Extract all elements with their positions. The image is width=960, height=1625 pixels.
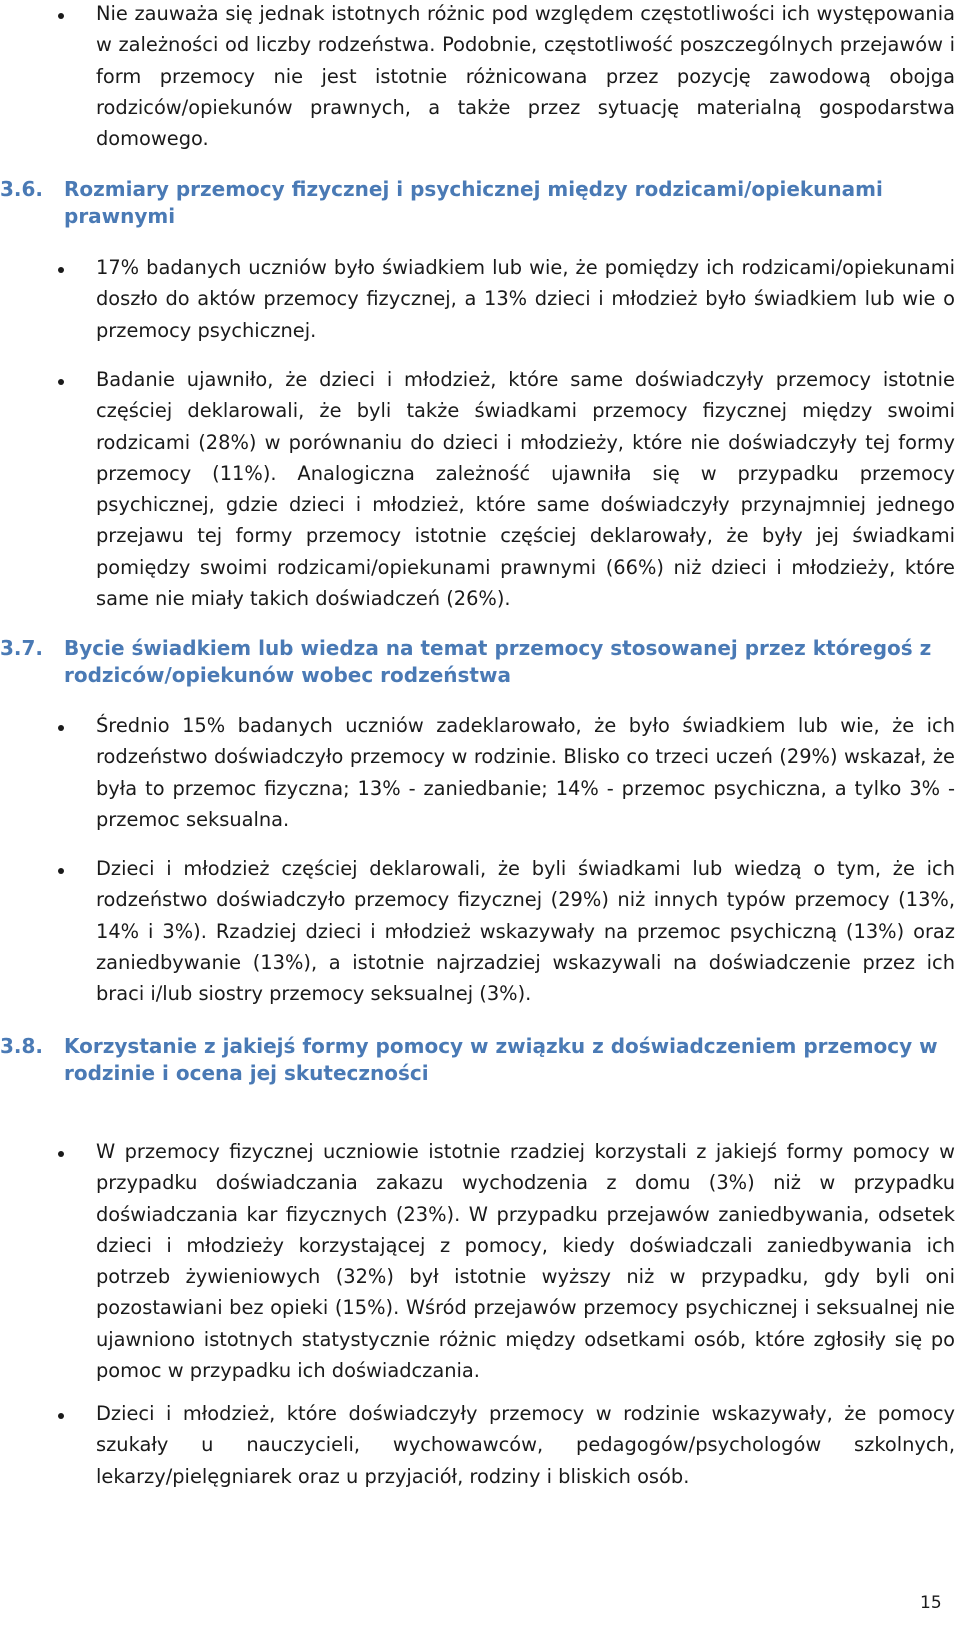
bullet-icon [58, 1413, 64, 1419]
paragraph: W przemocy fizycznej uczniowie istotnie rzadziej korzystali z jakiejś formy pomocy w przypadku doświadczania zakazu wychodzenia z domu (3%) niż w przypadku doświadczania kar fizycznych (23%). W przypadku przejawów zaniedbywania, odsetek dzieci i młodzieży korzystającej z pomocy, kiedy doświadczali zaniedbywania ich potrzeb żywieniowych (32%) był istotnie wyższy niż w przypadku, gdy byli oni pozostawiani bez opieki (15%). Wśród przejawów przemocy psychicznej i seksualnej nie ujawniono istotnych statystycznie różnic między odsetkami osób, które zgłosiły się po pomoc w przypadku ich doświadczania. [96, 1140, 955, 1383]
paragraph: Średnio 15% badanych uczniów zadeklarowało, że było świadkiem lub wie, że ich rodzeństwo doświadczyło przemocy w rodzinie. Blisko co trzeci uczeń (29%) wskazał, że była to przemoc fizyczna; 13% - zaniedbanie; 14% - przemoc psychiczna, a tylko 3% - przemoc seksualna. [96, 714, 955, 831]
bullet-icon [58, 868, 64, 874]
section-title: Korzystanie z jakiejś formy pomocy w związku z doświadczeniem przemocy w rodzinie i ocena jej skuteczności [64, 1034, 938, 1085]
paragraph: Badanie ujawniło, że dzieci i młodzież, które same doświadczyły przemocy istotnie częściej deklarowali, że byli także świadkami przemocy fizycznej między swoimi rodzicami (28%) w porównaniu do dzieci i młodzieży, które nie doświadczyły tej formy przemocy (11%). Analogiczna zależność ujawniła się w przypadku przemocy psychicznej, gdzie dzieci i młodzież, które same doświadczyły przynajmniej jednego przejawu tej formy przemocy istotnie częściej deklarowały, że były jej świadkami pomiędzy swoimi rodzicami/opiekunami prawnymi (66%) niż dzieci i młodzieży, które same nie miały takich doświadczeń (26%). [96, 368, 955, 611]
bullet-icon [58, 13, 64, 19]
page-number: 15 [920, 1593, 942, 1613]
bullet-icon [58, 267, 64, 273]
paragraph: Dzieci i młodzież, które doświadczyły przemocy w rodzinie wskazywały, że pomocy szukały u nauczycieli, wychowawców, pedagogów/psychologów szkolnych, lekarzy/pielęgniarek oraz u przyjaciół, rodziny i bliskich osób. [96, 1402, 955, 1488]
bullet-icon [58, 1151, 64, 1157]
paragraph: 17% badanych uczniów było świadkiem lub wie, że pomiędzy ich rodzicami/opiekunami doszło do aktów przemocy fizycznej, a 13% dzieci i młodzież było świadkiem lub wie o przemocy psychicznej. [96, 256, 955, 342]
section-number: 3.8. [0, 1034, 44, 1058]
bullet-icon [58, 379, 64, 385]
section-title: Rozmiary przemocy fizycznej i psychicznej między rodzicami/opiekunami prawnymi [64, 177, 883, 228]
paragraph: Nie zauważa się jednak istotnych różnic pod względem częstotliwości ich występowania w zależności od liczby rodzeństwa. Podobnie, częstotliwość poszczególnych przejawów i form przemocy nie jest istotnie różnicowana przez pozycję zawodową obojga rodziców/opiekunów prawnych, a także przez sytuację materialną gospodarstwa domowego. [96, 2, 955, 151]
section-title: Bycie świadkiem lub wiedza na temat przemocy stosowanej przez któregoś z rodziców/opiekunów wobec rodzeństwa [64, 636, 932, 687]
bullet-icon [58, 725, 64, 731]
paragraph: Dzieci i młodzież częściej deklarowali, że byli świadkami lub wiedzą o tym, że ich rodzeństwo doświadczyło przemocy fizycznej (29%) niż innych typów przemocy (13%, 14% i 3%). Rzadziej dzieci i młodzież wskazywały na przemoc psychiczną (13%) oraz zaniedbywanie (13%), a istotnie najrzadziej wskazywali na doświadczenie przez ich braci i/lub siostry przemocy seksualnej (3%). [96, 857, 955, 1006]
section-number: 3.6. [0, 177, 44, 201]
section-number: 3.7. [0, 636, 44, 660]
